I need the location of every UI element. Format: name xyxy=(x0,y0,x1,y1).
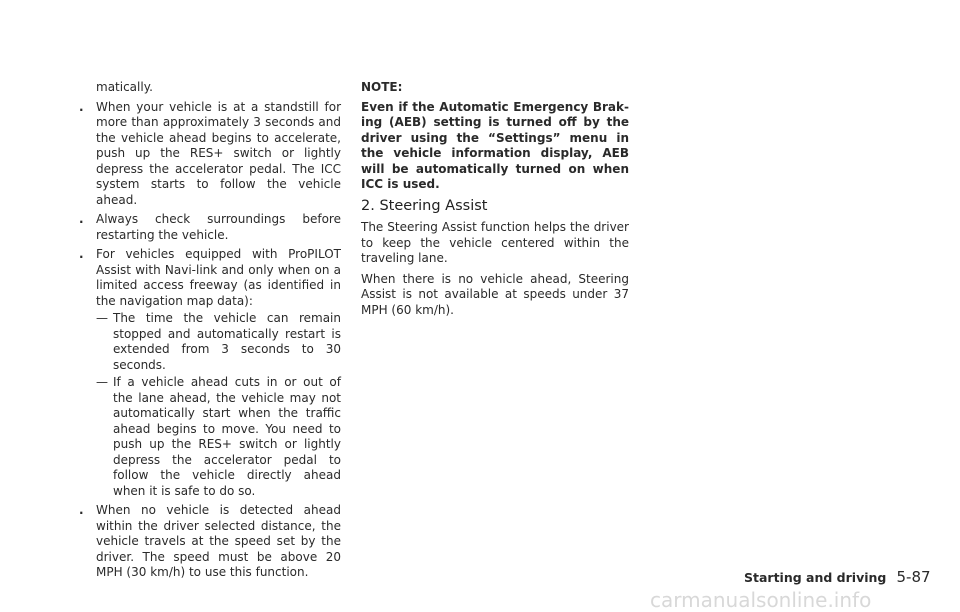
sub-bullet-text: If a vehicle ahead cuts in or out of the lane ahead, the vehicle may not automatically start when the traffic ahead begins to move. You need to push up the RES+ switch or lightly depress the accelerator pedal to follow the vehicle directly ahead when it is safe to do so. xyxy=(113,375,341,498)
left-column xyxy=(79,80,341,585)
sub-bullet-text: The time the vehicle can remain stopped and automatically restart is extended from 3 seconds to 30 seconds. xyxy=(113,311,341,372)
page-number: 5-87 xyxy=(896,568,931,586)
dash-marker: — xyxy=(96,311,108,325)
section-title: 2. Steering Assist xyxy=(361,197,488,214)
bullet-text: When your vehicle is at a standstill for more than approximately 3 seconds and the vehicle ahead begins to accelerate, push up the RES+ switch or lightly depress the accelerator pedal. The ICC system starts to follow the vehicle ahead. xyxy=(96,99,341,207)
bullet-marker: . xyxy=(79,247,84,261)
right-column xyxy=(361,80,629,323)
bullet-item xyxy=(79,100,341,209)
bullet-item xyxy=(79,247,341,309)
bullet-item xyxy=(79,212,341,243)
bullet-text: When no vehicle is detected ahead within the driver selected distance, the vehicle travels at the speed set by the driver. The speed must be above 20 MPH (30 km/h) to use this function. xyxy=(96,503,341,579)
sub-bullet-item xyxy=(79,375,341,499)
continuation-text: matically. xyxy=(96,80,153,94)
bullet-item xyxy=(79,503,341,581)
sub-bullet-item xyxy=(79,311,341,373)
note-body: Even if the Automatic Emergency Braking (AEB) setting is turned off by the driver using the “Settings” menu in the vehicle information display, AEB will be automatically turned on when ICC is used. xyxy=(361,99,629,191)
bullet-marker: . xyxy=(79,212,84,226)
bullet-marker: . xyxy=(79,503,84,517)
dash-marker: — xyxy=(96,375,108,389)
page-footer xyxy=(744,568,931,586)
bullet-text: For vehicles equipped with ProPILOT Assist with Navi-link and only when on a limited access freeway (as identified in the navigation map data): xyxy=(96,247,341,308)
bullet-marker: . xyxy=(79,99,84,114)
footer-section-title: Starting and driving xyxy=(744,570,887,585)
watermark: carmanualsonline.info xyxy=(650,588,872,612)
note-heading: NOTE: xyxy=(361,80,403,94)
paragraph: When there is no vehicle ahead, Steering Assist is not available at speeds under 37 MPH (60 km/h). xyxy=(361,271,629,317)
paragraph: The Steering Assist function helps the driver to keep the vehicle centered within the traveling lane. xyxy=(361,220,629,265)
bullet-text: Always check surroundings before restarting the vehicle. xyxy=(96,212,341,242)
